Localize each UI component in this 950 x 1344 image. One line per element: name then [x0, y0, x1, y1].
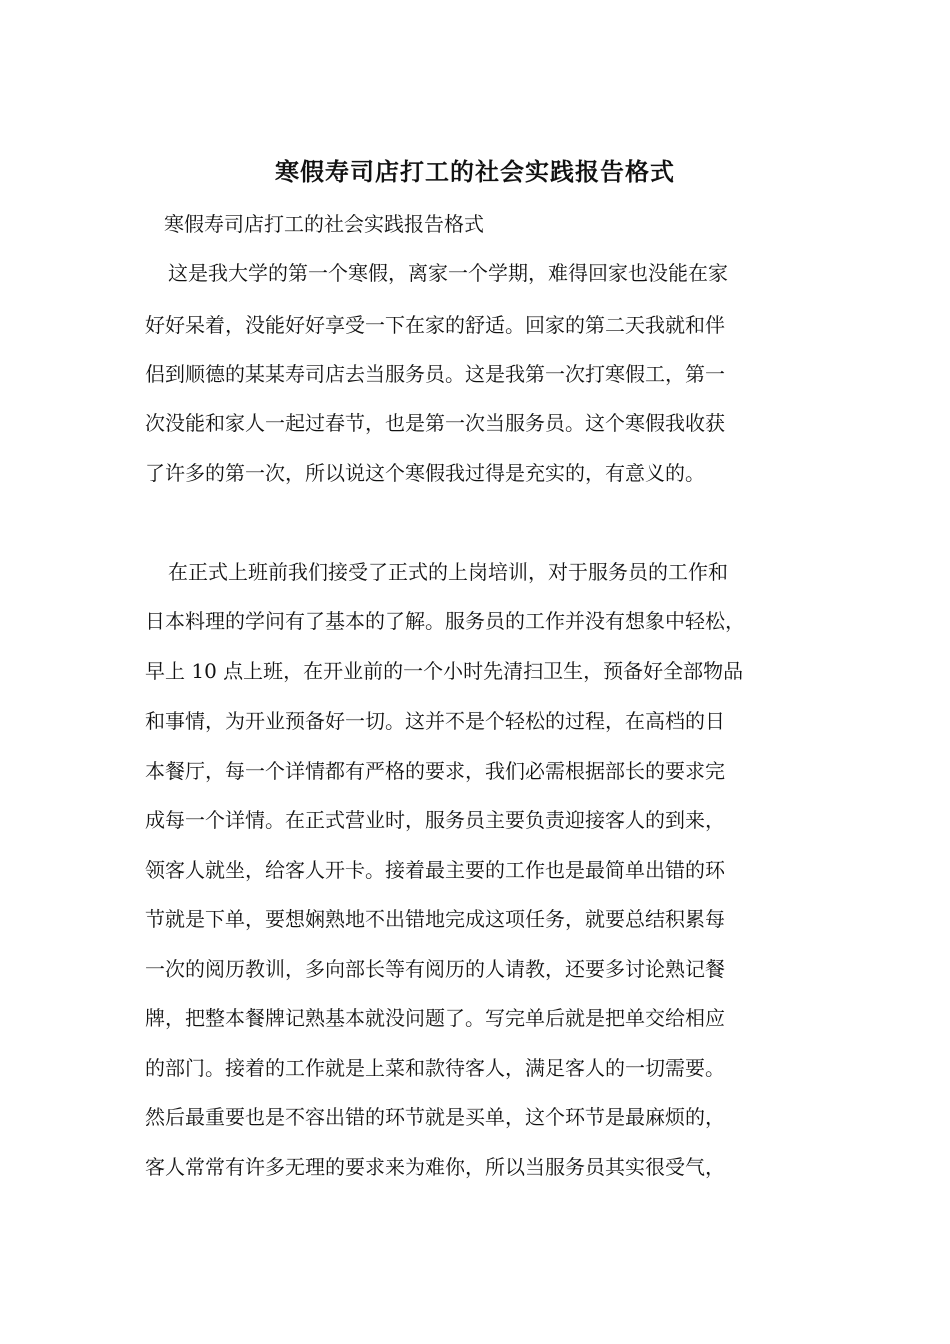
document-title: 寒假寿司店打工的社会实践报告格式: [275, 157, 675, 186]
paragraph-line: 了许多的第一次，所以说这个寒假我过得是充实的，有意义的。: [145, 461, 705, 485]
paragraph-line: 领客人就坐，给客人开卡。接着最主要的工作也是最简单出错的环: [145, 858, 725, 882]
paragraph-line: 客人常常有许多无理的要求来为难你，所以当服务员其实很受气，: [145, 1155, 725, 1179]
paragraph-line: 节就是下单，要想娴熟地不出错地完成这项任务，就要总结积累每: [145, 907, 725, 931]
paragraph-line: 早上 10 点上班，在开业前的一个小时先清扫卫生，预备好全部物品: [145, 659, 744, 683]
paragraph-line: 次没能和家人一起过春节，也是第一次当服务员。这个寒假我收获: [145, 411, 725, 435]
paragraph-line: 成每一个详情。在正式营业时，服务员主要负责迎接客人的到来，: [145, 808, 725, 832]
paragraph-line: 在正式上班前我们接受了正式的上岗培训，对于服务员的工作和: [168, 560, 728, 584]
document-subtitle: 寒假寿司店打工的社会实践报告格式: [164, 212, 484, 236]
paragraph-line: 和事情，为开业预备好一切。这并不是个轻松的过程，在高档的日: [145, 709, 725, 733]
paragraph-line: 本餐厅，每一个详情都有严格的要求，我们必需根据部长的要求完: [145, 759, 725, 783]
paragraph-line: 日本料理的学问有了基本的了解。服务员的工作并没有想象中轻松，: [145, 609, 745, 633]
paragraph-line: 这是我大学的第一个寒假，离家一个学期，难得回家也没能在家: [168, 261, 728, 285]
paragraph-line: 一次的阅历教训，多向部长等有阅历的人请教，还要多讨论熟记餐: [145, 957, 725, 981]
paragraph-line: 侣到顺德的某某寿司店去当服务员。这是我第一次打寒假工，第一: [145, 362, 725, 386]
paragraph-line: 好好呆着，没能好好享受一下在家的舒适。回家的第二天我就和伴: [145, 313, 725, 337]
paragraph-line: 牌，把整本餐牌记熟基本就没问题了。写完单后就是把单交给相应: [145, 1006, 725, 1030]
paragraph-line: 的部门。接着的工作就是上菜和款待客人，满足客人的一切需要。: [145, 1056, 725, 1080]
paragraph-line: 然后最重要也是不容出错的环节就是买单，这个环节是最麻烦的，: [145, 1105, 725, 1129]
